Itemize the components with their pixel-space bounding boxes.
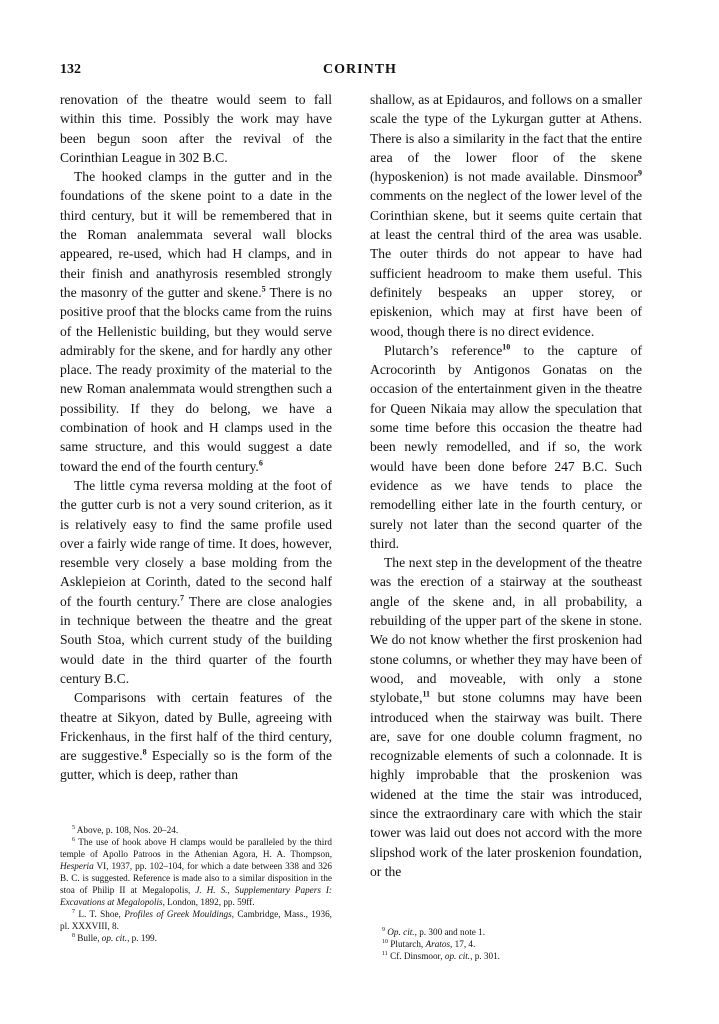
footnotes-right — [370, 926, 642, 962]
paragraph: The hooked clamps in the gutter and in the foundations of the skene point to a date in the third century, but it will be remembered that in the Roman analemmata several wall blocks appeared, re-used, which had H clamps, and in their finish and anathyrosis resembled strongly the masonry of the gutter and skene.$^5$ There is no positive proof that the blocks came from the ruins of the Hellenistic building, but they would serve admirably for the skene, and for hardly any other place. The ready proximity of the material to the new Roman analemmata would strengthen such a possibility. If they do belong, we have a combination of hook and H clamps used in the same structure, and this would suggest a date toward the end of the fourth century.$^6$ — [60, 169, 332, 474]
page-number: 132 — [60, 62, 81, 77]
footnote-ref[interactable]: 11 — [422, 689, 431, 699]
footnote-ref[interactable]: 5 — [261, 284, 266, 294]
right-column — [370, 90, 642, 881]
paragraph: renovation of the theatre would seem to fall within this time. Possibly the work may have been begun soon after the revival of the Corinthian League in 302 B.C. — [60, 92, 332, 165]
footnote-ref[interactable]: 7 — [179, 593, 184, 603]
paragraph: Comparisons with certain features of the theatre at Sikyon, dated by Bulle, agreeing with Frickenhaus, in the first half of the third century, are suggestive.$^8$ Especially so is the form of the gutter, which is deep, rather than — [60, 690, 333, 783]
paragraph: The next step in the development of the theatre was the erection of a stairway at the southeast angle of the skene and, in all probability, a rebuilding of the upper part of the skene in stone. We do not know whether the first proskenion had stone columns, or whether they may have been of wood, and moveable, with only a stone stylobate,$^{11}$ but stone columns may have been introduced when the stairway was built. There are, save for one double column fragment, no recognizable elements of such a colonnade. It is highly improbable that the proskenion was widened at the time the stair was introduced, since the extraordinary care with which the stair tower was laid out does not accord with the more slipshod work of the later proskenion foundation, or the — [370, 555, 642, 879]
footnote: $^6$ The use of hook above H clamps would be paralleled by the third temple of Apollo Patroos in the Athenian Agora, H. A. Thompson, Hesperia VI, 1937, pp. 102–104, for which a date between 338 and 326 B. C. is suggested. Reference is made also to a similar disposition in the stoa of Philip II at Megalopolis, J. H. S., Supplementary Papers I: Excavations at Megalopolis, London, 1892, pp. 59ff. — [60, 836, 332, 907]
footnote: $^7$ L. T. Shoe, Profiles of Greek Mouldings, Cambridge, Mass., 1936, pl. XXXVIII, 8. — [60, 908, 332, 931]
running-title: CORINTH — [323, 62, 397, 77]
footnote: $^5$ Above, p. 108, Nos. 20–24. — [72, 824, 179, 835]
page-header — [60, 62, 660, 82]
footnotes-left — [60, 824, 332, 944]
footnote-ref[interactable]: 10 — [502, 342, 511, 352]
paragraph: Plutarch’s reference$^{10}$ to the capture of Acrocorinth by Antigonos Gonatas on the occasion of the entertainment given in the theatre for Queen Nikaia may allow the speculation that some time before this occasion the theatre had been newly remodelled, and if so, the work would have been done before 247 B.C. Such evidence as we have tends to place the remodelling either late in the fourth century, or surely not later than the second quarter of the third. — [370, 342, 642, 551]
footnote: $^8$ Bulle, op. cit., p. 199. — [72, 932, 157, 943]
footnote: $^{11}$ Cf. Dinsmoor, op. cit., p. 301. — [382, 950, 500, 961]
footnote-ref[interactable]: 8 — [142, 747, 147, 757]
footnote: $^{10}$ Plutarch, Aratos, 17, 4. — [382, 938, 476, 949]
footnote: $^9$ Op. cit., p. 300 and note 1. — [382, 926, 486, 937]
paragraph: shallow, as at Epidauros, and follows on a smaller scale the type of the Lykurgan gutter at Athens. There is also a similarity in the fact that the entire area of the lower floor of the skene (hyposkenion) is not made available. Dinsmoor$^9$ comments on the neglect of the lower level of the Corinthian skene, but it seems quite certain that at least the central third of the area was usable. The outer thirds do not appear to have had sufficient headroom to make them useful. This definitely bespeaks an upper storey, or episkenion, which may at first have been of wood, though there is no direct evidence. — [370, 92, 642, 339]
left-column — [60, 90, 332, 785]
footnote-ref[interactable]: 9 — [638, 168, 642, 178]
footnote-ref[interactable]: 6 — [258, 458, 263, 468]
paragraph: The little cyma reversa molding at the foot of the gutter curb is not a very sound criterion, as it is relatively easy to find the same profile used over a fairly wide range of time. It does, however, resemble very closely a base molding from the Asklepieion at Corinth, dated to the second half of the fourth century.$^7$ There are close analogies in technique between the theatre and the great South Stoa, which current study of the building would date in the third quarter of the fourth century B.C. — [60, 477, 332, 686]
